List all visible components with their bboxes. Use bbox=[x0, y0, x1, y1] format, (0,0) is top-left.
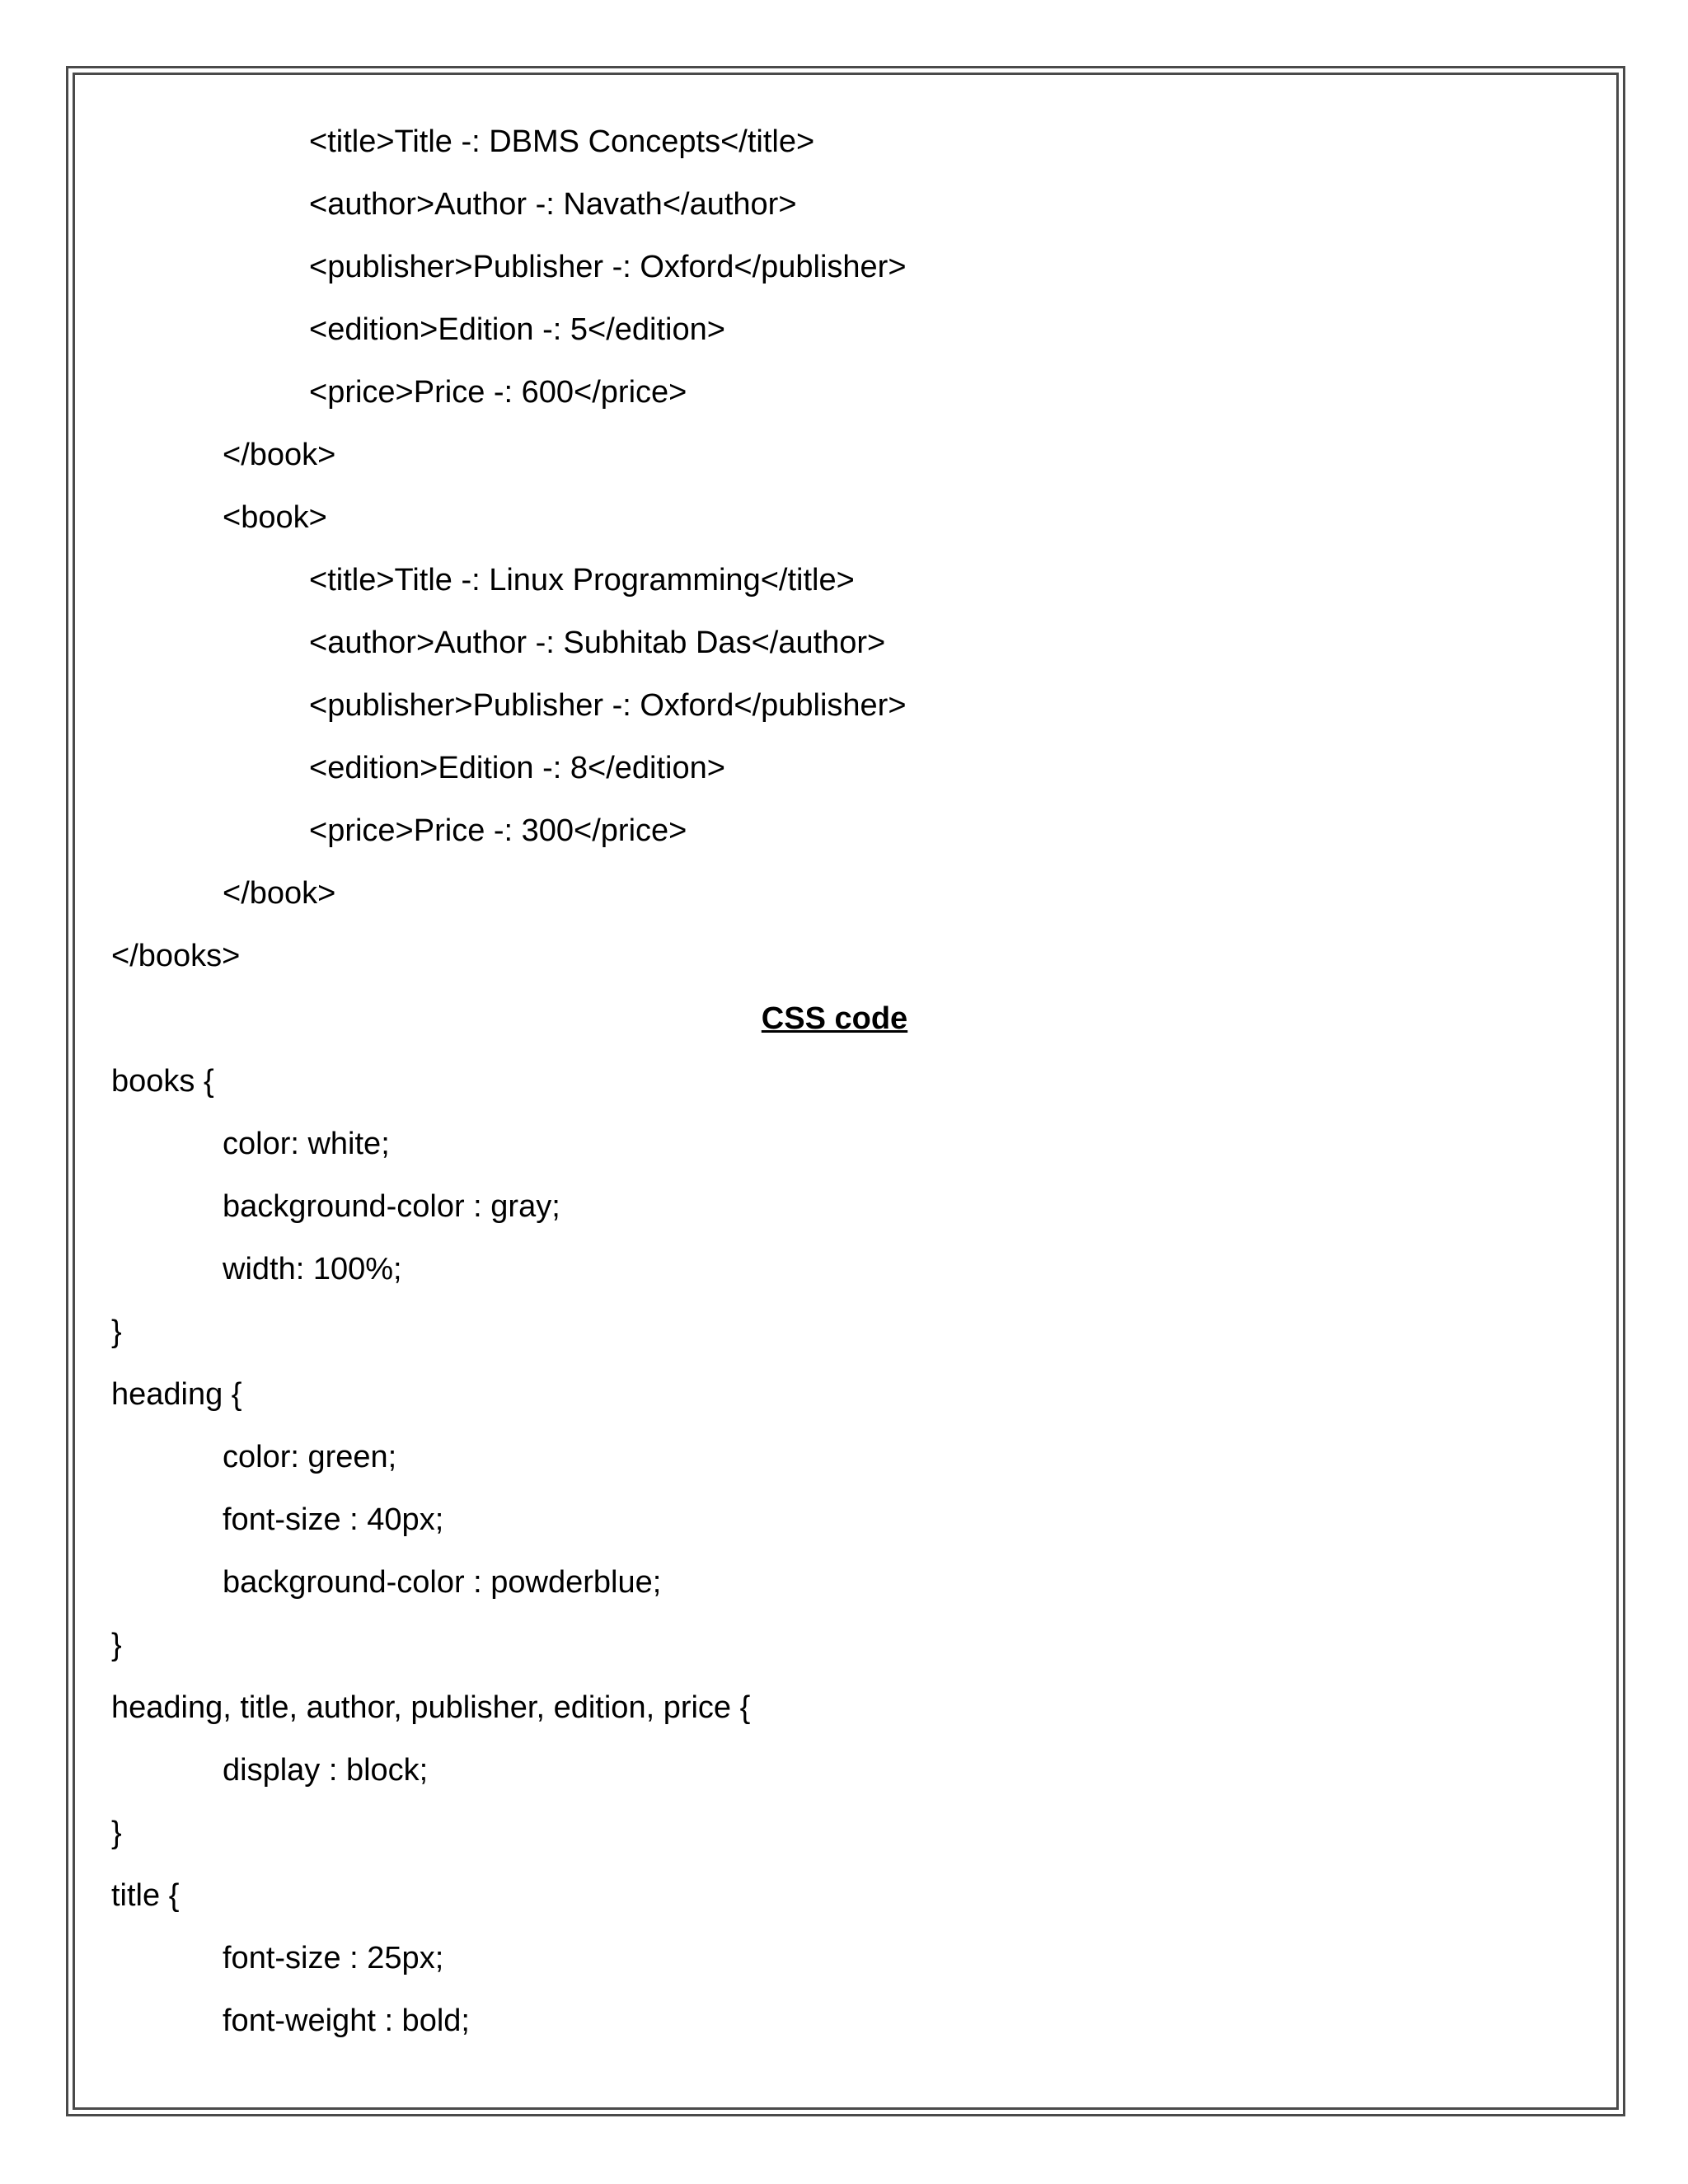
xml-code-line: <book> bbox=[223, 500, 327, 535]
css-code-line: } bbox=[111, 1628, 122, 1662]
xml-code-line: <publisher>Publisher -: Oxford</publisher> bbox=[309, 250, 907, 284]
css-code-line: } bbox=[111, 1315, 122, 1349]
css-code-line: background-color : powderblue; bbox=[223, 1565, 662, 1600]
css-code-line: heading { bbox=[111, 1377, 242, 1412]
css-code-line: heading, title, author, publisher, edition, price { bbox=[111, 1690, 751, 1725]
css-code-line: display : block; bbox=[223, 1753, 429, 1788]
css-code-line: } bbox=[111, 1816, 122, 1850]
xml-code-line: <price>Price -: 600</price> bbox=[309, 375, 687, 410]
xml-code-line: <author>Author -: Navath</author> bbox=[309, 187, 797, 222]
css-code-line: background-color : gray; bbox=[223, 1189, 560, 1224]
xml-code-line: </books> bbox=[111, 939, 241, 973]
xml-code-line: <price>Price -: 300</price> bbox=[309, 813, 687, 848]
css-code-line: font-size : 25px; bbox=[223, 1941, 444, 1975]
page-border-inner bbox=[73, 73, 1619, 2110]
css-code-line: font-size : 40px; bbox=[223, 1502, 444, 1537]
xml-code-line: <edition>Edition -: 8</edition> bbox=[309, 751, 725, 785]
xml-code-line: </book> bbox=[223, 438, 336, 472]
css-code-line: color: white; bbox=[223, 1127, 390, 1161]
css-code-line: width: 100%; bbox=[223, 1252, 402, 1286]
css-code-line: title { bbox=[111, 1878, 180, 1913]
xml-code-line: </book> bbox=[223, 876, 336, 911]
css-code-heading: CSS code bbox=[761, 1001, 908, 1036]
css-code-line: books { bbox=[111, 1064, 214, 1099]
css-code-line: font-weight : bold; bbox=[223, 2004, 470, 2038]
xml-code-line: <author>Author -: Subhitab Das</author> bbox=[309, 626, 886, 660]
xml-code-line: <title>Title -: DBMS Concepts</title> bbox=[309, 124, 815, 159]
xml-code-line: <edition>Edition -: 5</edition> bbox=[309, 312, 725, 347]
xml-code-line: <publisher>Publisher -: Oxford</publisher> bbox=[309, 688, 907, 723]
css-code-line: color: green; bbox=[223, 1440, 397, 1474]
xml-code-line: <title>Title -: Linux Programming</title> bbox=[309, 563, 855, 598]
